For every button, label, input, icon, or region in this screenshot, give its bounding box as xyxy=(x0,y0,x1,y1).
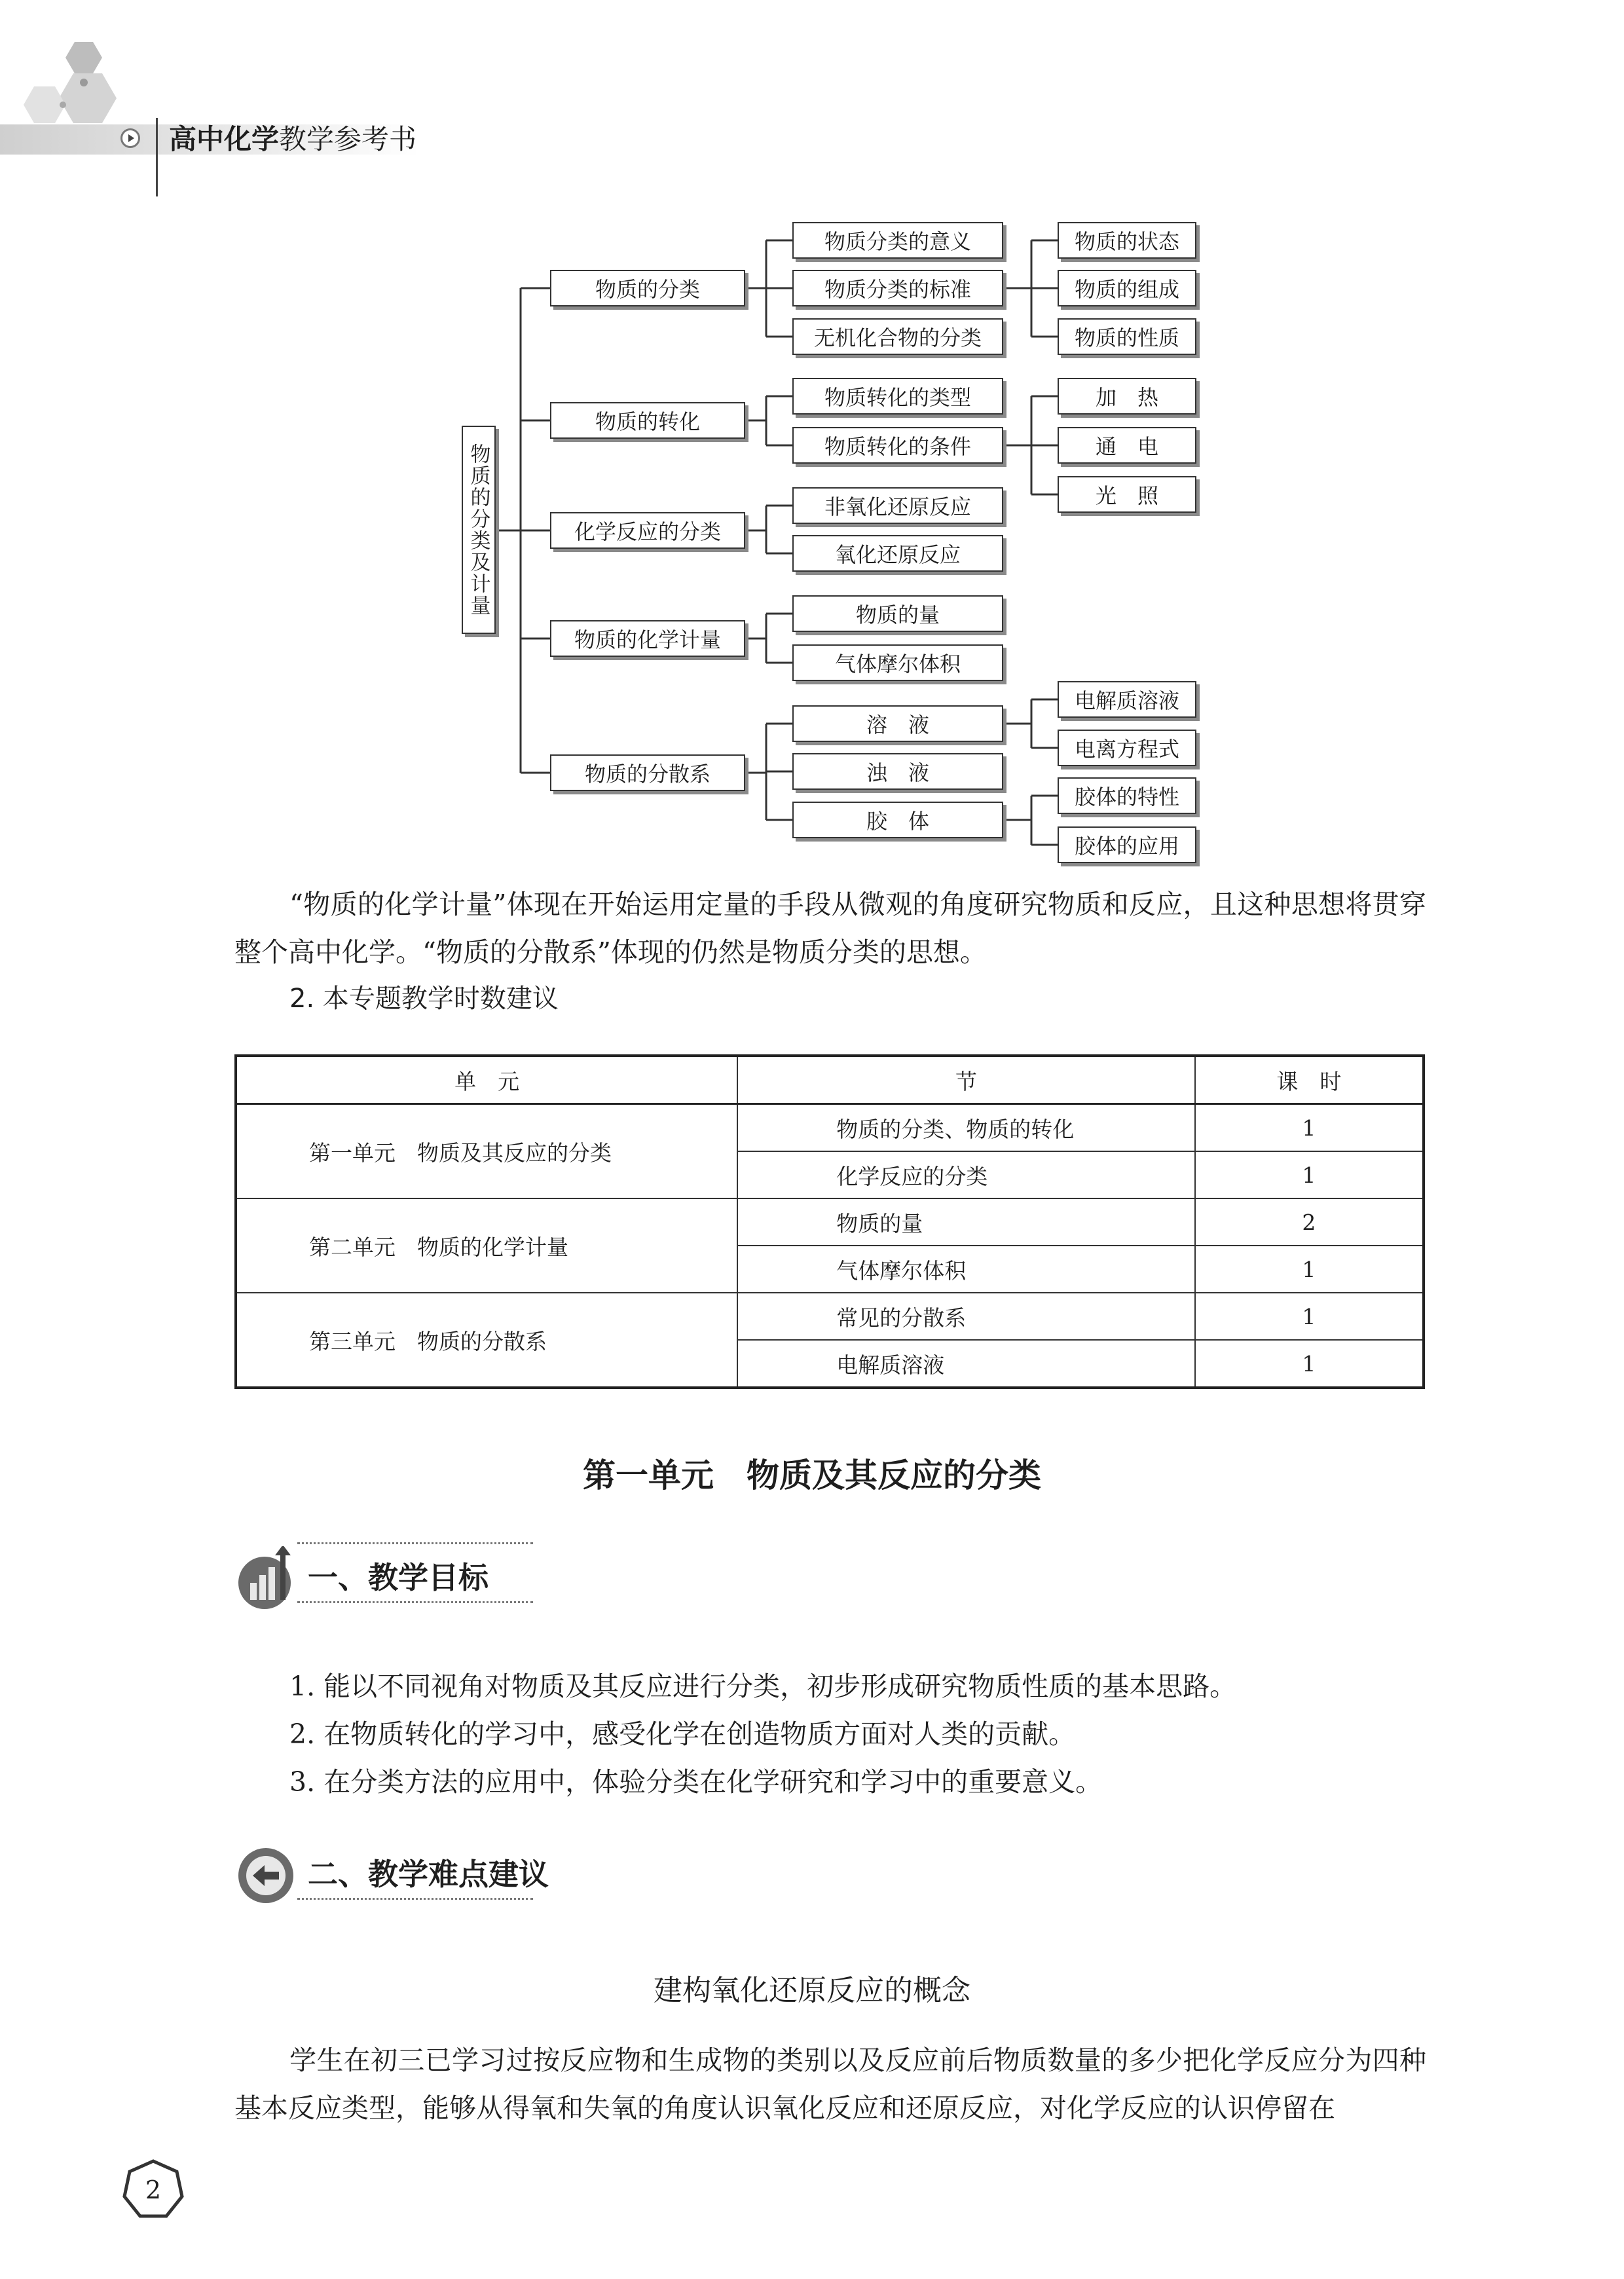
mindmap-child: 物质转化的类型 xyxy=(792,378,1003,415)
hours-cell: 1 xyxy=(1195,1104,1424,1152)
section-cell: 电解质溶液 xyxy=(737,1340,1195,1388)
section-cell: 物质的分类、物质的转化 xyxy=(737,1104,1195,1152)
page-number: 2 xyxy=(145,2176,162,2204)
mindmap-branch: 化学反应的分类 xyxy=(550,512,745,549)
mindmap-child: 物质的量 xyxy=(792,595,1003,632)
mindmap-child: 物质分类的标准 xyxy=(792,270,1003,306)
hours-cell: 2 xyxy=(1195,1198,1424,1246)
section-cell: 化学反应的分类 xyxy=(737,1151,1195,1198)
section-subtitle: 2. 本专题教学时数建议 xyxy=(289,984,559,1014)
dotted-rule xyxy=(297,1601,533,1603)
goal-item: 1. 能以不同视角对物质及其反应进行分类，初步形成研究物质性质的基本思路。 xyxy=(289,1671,1237,1702)
unit-cell: 第一单元 物质及其反应的分类 xyxy=(236,1104,737,1199)
mindmap-branch: 物质的转化 xyxy=(550,402,745,439)
mindmap-leaf: 物质的组成 xyxy=(1058,270,1196,306)
mindmap-branch: 物质的化学计量 xyxy=(550,620,745,657)
table-row xyxy=(236,1293,1424,1340)
unit-title: 第一单元 物质及其反应的分类 xyxy=(583,1456,1041,1494)
mindmap-child: 物质转化的条件 xyxy=(792,427,1003,464)
mindmap-child: 非氧化还原反应 xyxy=(792,487,1003,524)
mindmap-leaf: 电解质溶液 xyxy=(1058,681,1196,718)
dotted-rule xyxy=(297,1898,533,1900)
hours-cell: 1 xyxy=(1195,1246,1424,1293)
goal-item: 3. 在分类方法的应用中，体验分类在化学研究和学习中的重要意义。 xyxy=(289,1766,1103,1798)
difficulty-subtitle: 建构氧化还原反应的概念 xyxy=(654,1974,970,2007)
section-heading-text: 二、教学难点建议 xyxy=(308,1857,549,1892)
mindmap-leaf: 加 热 xyxy=(1058,378,1196,415)
section-heading-text: 一、教学目标 xyxy=(308,1560,489,1595)
mindmap-leaf: 胶体的应用 xyxy=(1058,826,1196,863)
bar-chart-arrow-icon xyxy=(234,1546,300,1612)
column-header: 课 时 xyxy=(1195,1056,1424,1104)
mindmap-child: 物质分类的意义 xyxy=(792,222,1003,259)
section-cell: 气体摩尔体积 xyxy=(737,1246,1195,1293)
section-heading-difficulty xyxy=(234,1839,575,1911)
mindmap-leaf: 物质的状态 xyxy=(1058,222,1196,259)
mindmap-branch: 物质的分类 xyxy=(550,270,745,306)
dotted-rule xyxy=(297,1542,533,1544)
mindmap-leaf: 通 电 xyxy=(1058,427,1196,464)
book-title-rest: 教学参考书 xyxy=(279,123,417,155)
page-number-badge xyxy=(122,2159,185,2221)
section-cell: 物质的量 xyxy=(737,1198,1195,1246)
mindmap-branch: 物质的分散系 xyxy=(550,754,745,791)
intro-paragraph: “物质的化学计量”体现在开始运用定量的手段从微观的角度研究物质和反应，且这种思想将贯穿整个高中化学。“物质的分散系”体现的仍然是物质分类的思想。 xyxy=(234,889,1426,968)
mindmap-child: 浊 液 xyxy=(792,753,1003,790)
table-row xyxy=(236,1198,1424,1246)
unit-cell: 第二单元 物质的化学计量 xyxy=(236,1198,737,1293)
mindmap-leaf: 胶体的特性 xyxy=(1058,777,1196,814)
goal-item: 2. 在物质转化的学习中，感受化学在创造物质方面对人类的贡献。 xyxy=(289,1718,1076,1750)
back-arrow-icon xyxy=(234,1843,300,1908)
unit-cell: 第三单元 物质的分散系 xyxy=(236,1293,737,1388)
mindmap-root: 物质的分类及计量 xyxy=(462,426,496,634)
mindmap-leaf: 物质的性质 xyxy=(1058,318,1196,355)
difficulty-paragraph: 学生在初三已学习过按反应物和生成物的类别以及反应前后物质数量的多少把化学反应分为四种基本反应类型，能够从得氧和失氧的角度认识氧化反应和还原反应，对化学反应的认识停留在 xyxy=(234,2045,1426,2124)
hours-cell: 1 xyxy=(1195,1293,1424,1340)
column-header: 节 xyxy=(737,1056,1195,1104)
hours-cell: 1 xyxy=(1195,1151,1424,1198)
mindmap-child: 胶 体 xyxy=(792,802,1003,838)
section-cell: 常见的分散系 xyxy=(737,1293,1195,1340)
hours-cell: 1 xyxy=(1195,1340,1424,1388)
mindmap-child: 溶 液 xyxy=(792,705,1003,742)
section-heading-goals xyxy=(234,1542,562,1614)
mindmap-child: 无机化合物的分类 xyxy=(792,318,1003,355)
book-title-bold: 高中化学 xyxy=(169,123,280,155)
mindmap-child: 氧化还原反应 xyxy=(792,535,1003,572)
table-row xyxy=(236,1104,1424,1152)
mindmap-leaf: 电离方程式 xyxy=(1058,730,1196,766)
table-header-row xyxy=(236,1056,1424,1104)
column-header: 单 元 xyxy=(236,1056,737,1104)
mindmap-leaf: 光 照 xyxy=(1058,476,1196,513)
hours-table xyxy=(234,1054,1425,1389)
mindmap-child: 气体摩尔体积 xyxy=(792,644,1003,681)
